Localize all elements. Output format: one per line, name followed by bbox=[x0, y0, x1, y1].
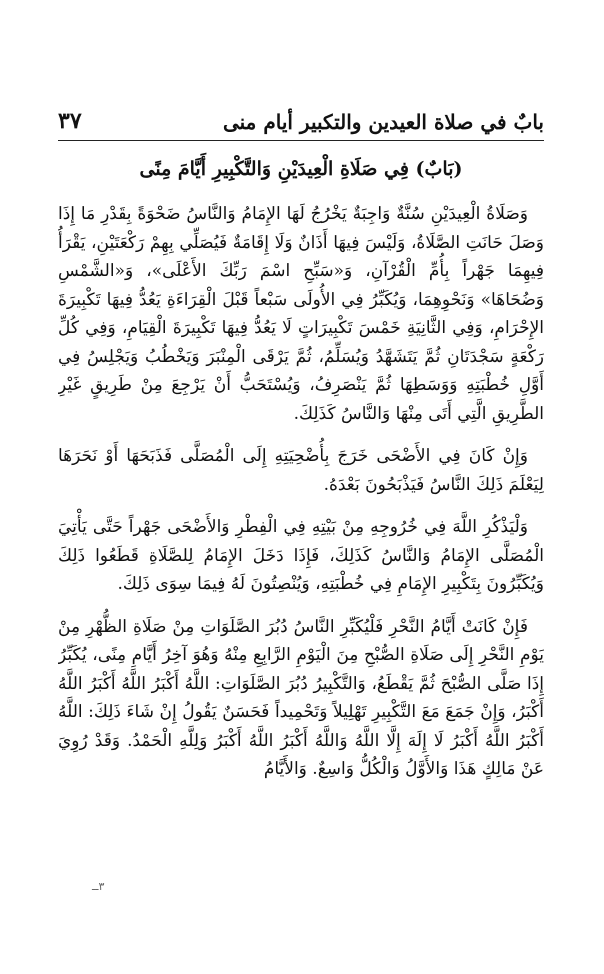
page-mark: ٣ــ bbox=[92, 880, 105, 893]
paragraph-eid-prayer: وَصَلَاةُ الْعِيدَيْنِ سُنَّةٌ وَاجِبَةٌ يَخْرُجُ لَهَا الإِمَامُ وَالنَّاسُ ضَحْوَةً بِقَدْرِ مَا إِذَا وَصَلَ حَانَتِ الصَّلَاةُ، وَلَيْسَ فِيهَا أَذَانٌ وَلَا إِقَامَةٌ فَيُصَلِّي بِهِمْ رَكْعَتَيْنِ، يَقْرَأُ فِيهِمَا جَهْراً بِأُمِّ الْقُرْآنِ، وَ«سَبِّحِ اسْمَ رَبِّكَ الأَعْلَى»، وَ«الشَّمْسِ وَضُحَاهَا» وَنَحْوِهِمَا، وَيُكَبِّرُ فِي الأُولَى سَبْعاً قَبْلَ الْقِرَاءَةِ يَعُدُّ فِيهَا تَكْبِيرَةَ الإِحْرَامِ، وَفِي الثَّانِيَةِ خَمْسَ تَكْبِيرَاتٍ لَا يَعُدُّ فِيهَا تَكْبِيرَةَ الْقِيَامِ، وَفِي كُلِّ رَكْعَةٍ سَجْدَتَانِ ثُمَّ يَتَشَهَّدُ وَيُسَلِّمُ، ثُمَّ يَرْقَى الْمِنْبَرَ وَيَخْطُبُ وَيَجْلِسُ فِي أَوَّلِ خُطْبَتِهِ وَوَسَطِهَا ثُمَّ يَنْصَرِفُ، وَيُسْتَحَبُّ أَنْ يَرْجِعَ مِنْ طَرِيقٍ غَيْرِ الطَّرِيقِ الَّتِي أَتَى مِنْهَا وَالنَّاسُ كَذَلِكَ. bbox=[58, 204, 544, 424]
body-text bbox=[58, 200, 544, 934]
header-rule bbox=[58, 140, 544, 141]
page-number: ٣٧ bbox=[58, 108, 82, 134]
paragraph-takbir-days: فَإِنْ كَانَتْ أَيَّامُ النَّحْرِ فَلْيُكَبِّرِ النَّاسُ دُبُرَ الصَّلَوَاتِ مِنْ صَلَاةِ الظُّهْرِ مِنْ يَوْمِ النَّحْرِ إِلَى صَلَاةِ الصُّبْحِ مِنَ الْيَوْمِ الرَّابِعِ مِنْهُ وَهُوَ آخِرُ أَيَّامِ مِنًى، يُكَبِّرُ إِذَا صَلَّى الصُّبْحَ ثُمَّ يَقْطَعُ، وَالتَّكْبِيرُ دُبُرَ الصَّلَوَاتِ: اللَّهُ أَكْبَرُ اللَّهُ أَكْبَرُ اللَّهُ أَكْبَرُ، وَإِنْ جَمَعَ مَعَ التَّكْبِيرِ تَهْلِيلاً وَتَحْمِيداً فَحَسَنٌ يَقُولُ إِنْ شَاءَ ذَلِكَ: اللَّهُ أَكْبَرُ اللَّهُ أَكْبَرُ لَا إِلَهَ إِلَّا اللَّهُ وَاللَّهُ أَكْبَرُ اللَّهُ أَكْبَرُ وَلِلَّهِ الْحَمْدُ. وَقَدْ رُوِيَ عَنْ مَالِكٍ هَذَا وَالأَوَّلُ وَالْكُلُّ وَاسِعٌ. وَالأَيَّامُ bbox=[58, 616, 544, 779]
paragraph-sacrifice: وَإِنْ كَانَ فِي الأَضْحَى خَرَجَ بِأُضْحِيَتِهِ إِلَى الْمُصَلَّى فَذَبَحَهَا أَوْ نَحَرَهَا لِيَعْلَمَ ذَلِكَ النَّاسُ فَيَذْبَحُونَ بَعْدَهُ. bbox=[58, 446, 544, 495]
chapter-title: (بَابٌ) فِي صَلَاةِ الْعِيدَيْنِ وَالتَّكْبِيرِ أَيَّامَ مِنًى bbox=[139, 158, 463, 180]
paragraph-remembrance: وَلْيَذْكُرِ اللَّهَ فِي خُرُوجِهِ مِنْ بَيْتِهِ فِي الْفِطْرِ وَالأَضْحَى جَهْراً حَتَّى يَأْتِيَ الْمُصَلَّى الإِمَامُ وَالنَّاسُ كَذَلِكَ، فَإِذَا دَخَلَ الإِمَامُ لِلصَّلَاةِ قَطَعُوا ذَلِكَ وَيُكَبِّرُونَ بِتَكْبِيرِ الإِمَامِ فِي خُطْبَتِهِ، وَيُنْصِتُونَ لَهُ فِيمَا سِوَى ذَلِكَ. bbox=[58, 517, 544, 594]
page-header bbox=[58, 100, 544, 134]
running-title: بابٌ في صلاة العيدين والتكبير أيام منى bbox=[222, 110, 544, 134]
